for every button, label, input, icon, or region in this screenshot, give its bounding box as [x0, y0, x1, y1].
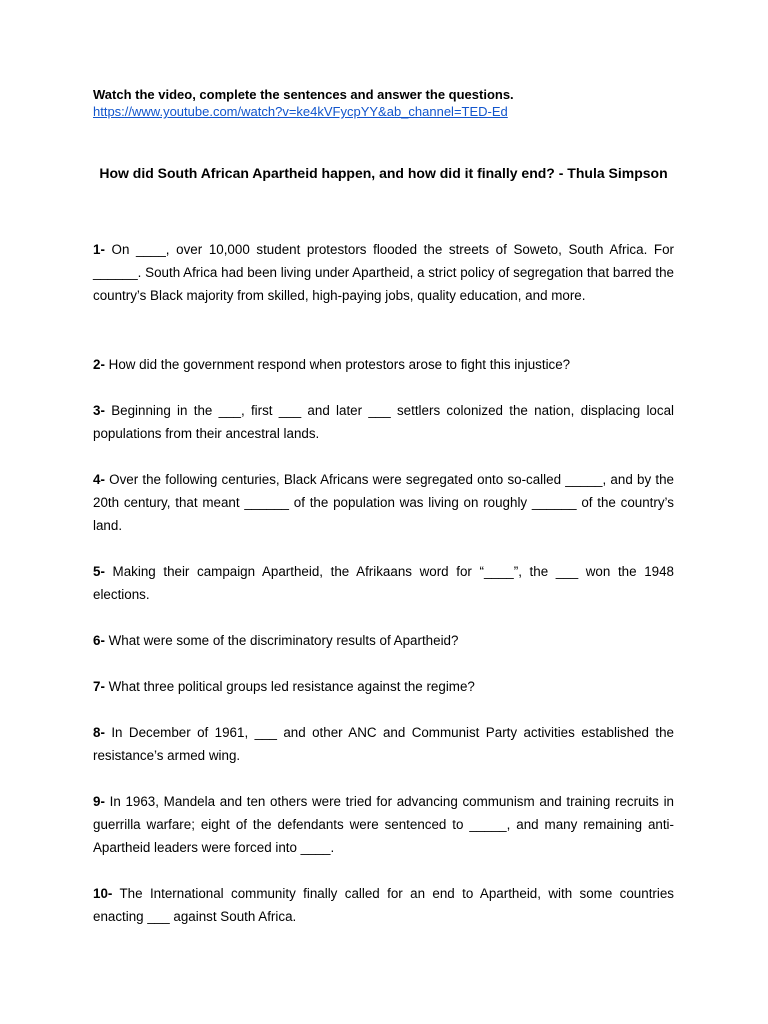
question-text: Beginning in the ___, first ___ and later ___ settlers colonized the nation, displacing local populations from their ancestral lands.: [93, 403, 674, 441]
question-text: In December of 1961, ___ and other ANC and Communist Party activities established the resistance’s armed wing.: [93, 725, 674, 763]
question-text: Over the following centuries, Black Africans were segregated onto so-called _____, and by the 20th century, that meant ______ of the population was living on roughly ______ of the country’s land.: [93, 472, 674, 533]
question-1: [93, 238, 674, 307]
question-number: 1-: [93, 242, 105, 257]
video-link[interactable]: https://www.youtube.com/watch?v=ke4kVFycpYY&ab_channel=TED-Ed: [93, 104, 508, 119]
question-6: [93, 629, 674, 652]
question-10: [93, 882, 674, 928]
question-text: What three political groups led resistance against the regime?: [104, 679, 475, 694]
worksheet-page: [93, 86, 674, 924]
question-text: Making their campaign Apartheid, the Afrikaans word for “____”, the ___ won the 1948 elections.: [93, 564, 674, 602]
question-text: In 1963, Mandela and ten others were tried for advancing communism and training recruits in guerrilla warfare; eight of the defendants were sentenced to _____, and many remaining anti-Apartheid leaders were forced into ____.: [93, 794, 674, 855]
question-number: 8-: [93, 725, 105, 740]
question-2: [93, 353, 674, 376]
question-number: 3-: [93, 403, 105, 418]
question-number: 7-: [93, 679, 105, 694]
question-number: 10-: [93, 886, 113, 901]
question-text: What were some of the discriminatory results of Apartheid?: [104, 633, 459, 648]
question-number: 2-: [93, 357, 105, 372]
question-number: 9-: [93, 794, 105, 809]
question-number: 6-: [93, 633, 105, 648]
question-5: [93, 560, 674, 606]
question-number: 5-: [93, 564, 105, 579]
question-number: 4-: [93, 472, 105, 487]
instructions-text: Watch the video, complete the sentences and answer the questions.: [93, 87, 514, 102]
question-3: [93, 399, 674, 445]
question-text: How did the government respond when protestors arose to fight this injustice?: [104, 357, 571, 372]
question-4: [93, 468, 674, 537]
question-7: [93, 675, 674, 698]
question-8: [93, 721, 674, 767]
question-text: On ____, over 10,000 student protestors flooded the streets of Soweto, South Africa. For ______. South Africa had been living under Apartheid, a strict policy of segregation that barred the country’s Black majority from skilled, high-paying jobs, quality education, and more.: [93, 242, 674, 303]
question-text: The International community finally called for an end to Apartheid, with some countries enacting ___ against South Africa.: [93, 886, 674, 924]
question-9: [93, 790, 674, 859]
worksheet-title: How did South African Apartheid happen, and how did it finally end? - Thula Simpson: [99, 165, 668, 181]
